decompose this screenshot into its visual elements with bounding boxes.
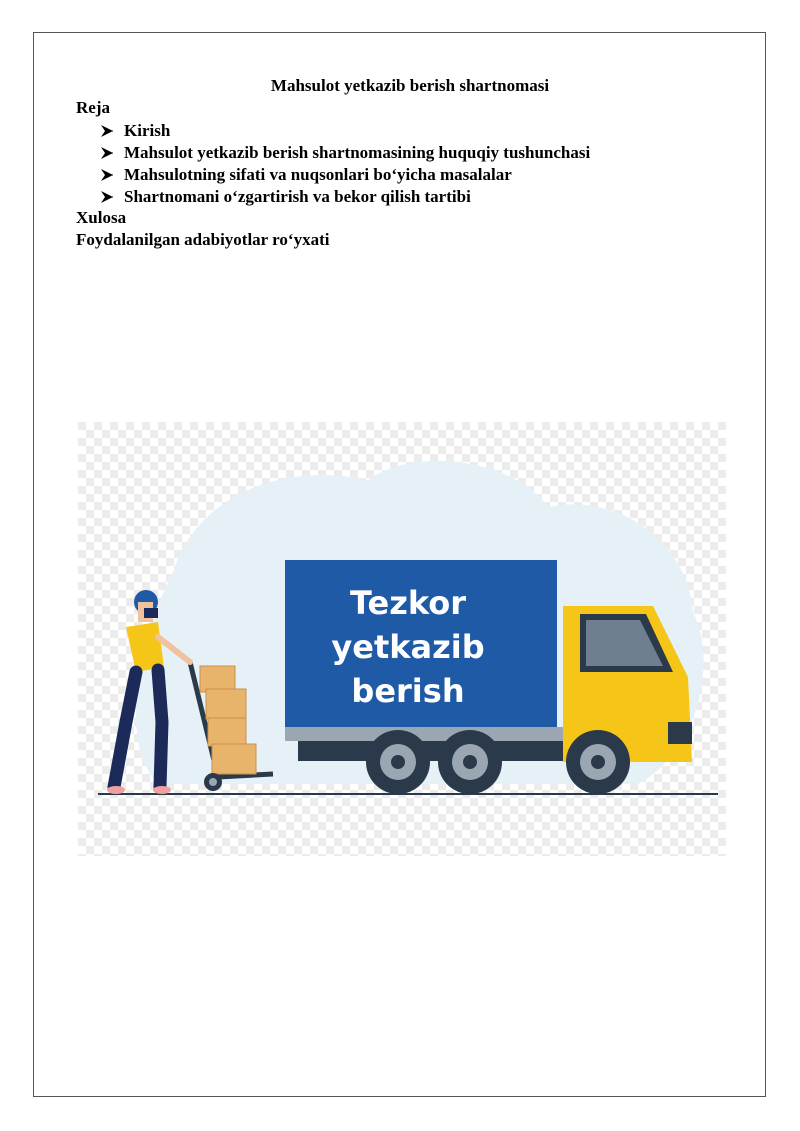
plan-heading: Reja (76, 98, 110, 117)
plan-item (100, 120, 590, 142)
plan-item-label: Shartnomani o‘zgartirish va bekor qilish tartibi (124, 187, 471, 206)
plan-list (100, 120, 590, 208)
conclusion-heading: Xulosa (76, 208, 127, 227)
delivery-illustration (78, 422, 726, 856)
plan-item (100, 164, 590, 186)
arrow-bullet-icon (100, 168, 124, 182)
document-title: Mahsulot yetkazib berish shartnomasi (270, 76, 550, 95)
plan-item-label: Mahsulotning sifati va nuqsonlari bo‘yicha masalalar (124, 165, 512, 184)
truck-rear-wheel-icon (366, 730, 430, 794)
arrow-bullet-icon (100, 146, 124, 160)
plan-item-label: Mahsulot yetkazib berish shartnomasining huquqiy tushunchasi (124, 143, 591, 162)
references-heading: Foydalanilgan adabiyotlar ro‘yxati (76, 230, 330, 249)
truck-front-wheel-icon (566, 730, 630, 794)
arrow-bullet-icon (100, 190, 124, 204)
truck-text-line-1: Tezkor (349, 584, 467, 622)
plan-item (100, 142, 590, 164)
truck-text-line-3: berish (351, 672, 465, 710)
truck-text-line-2: yetkazib (331, 628, 485, 666)
plan-item (100, 186, 590, 208)
truck-middle-wheel-icon (438, 730, 502, 794)
arrow-bullet-icon (100, 124, 124, 138)
plan-item-label: Kirish (124, 121, 171, 140)
